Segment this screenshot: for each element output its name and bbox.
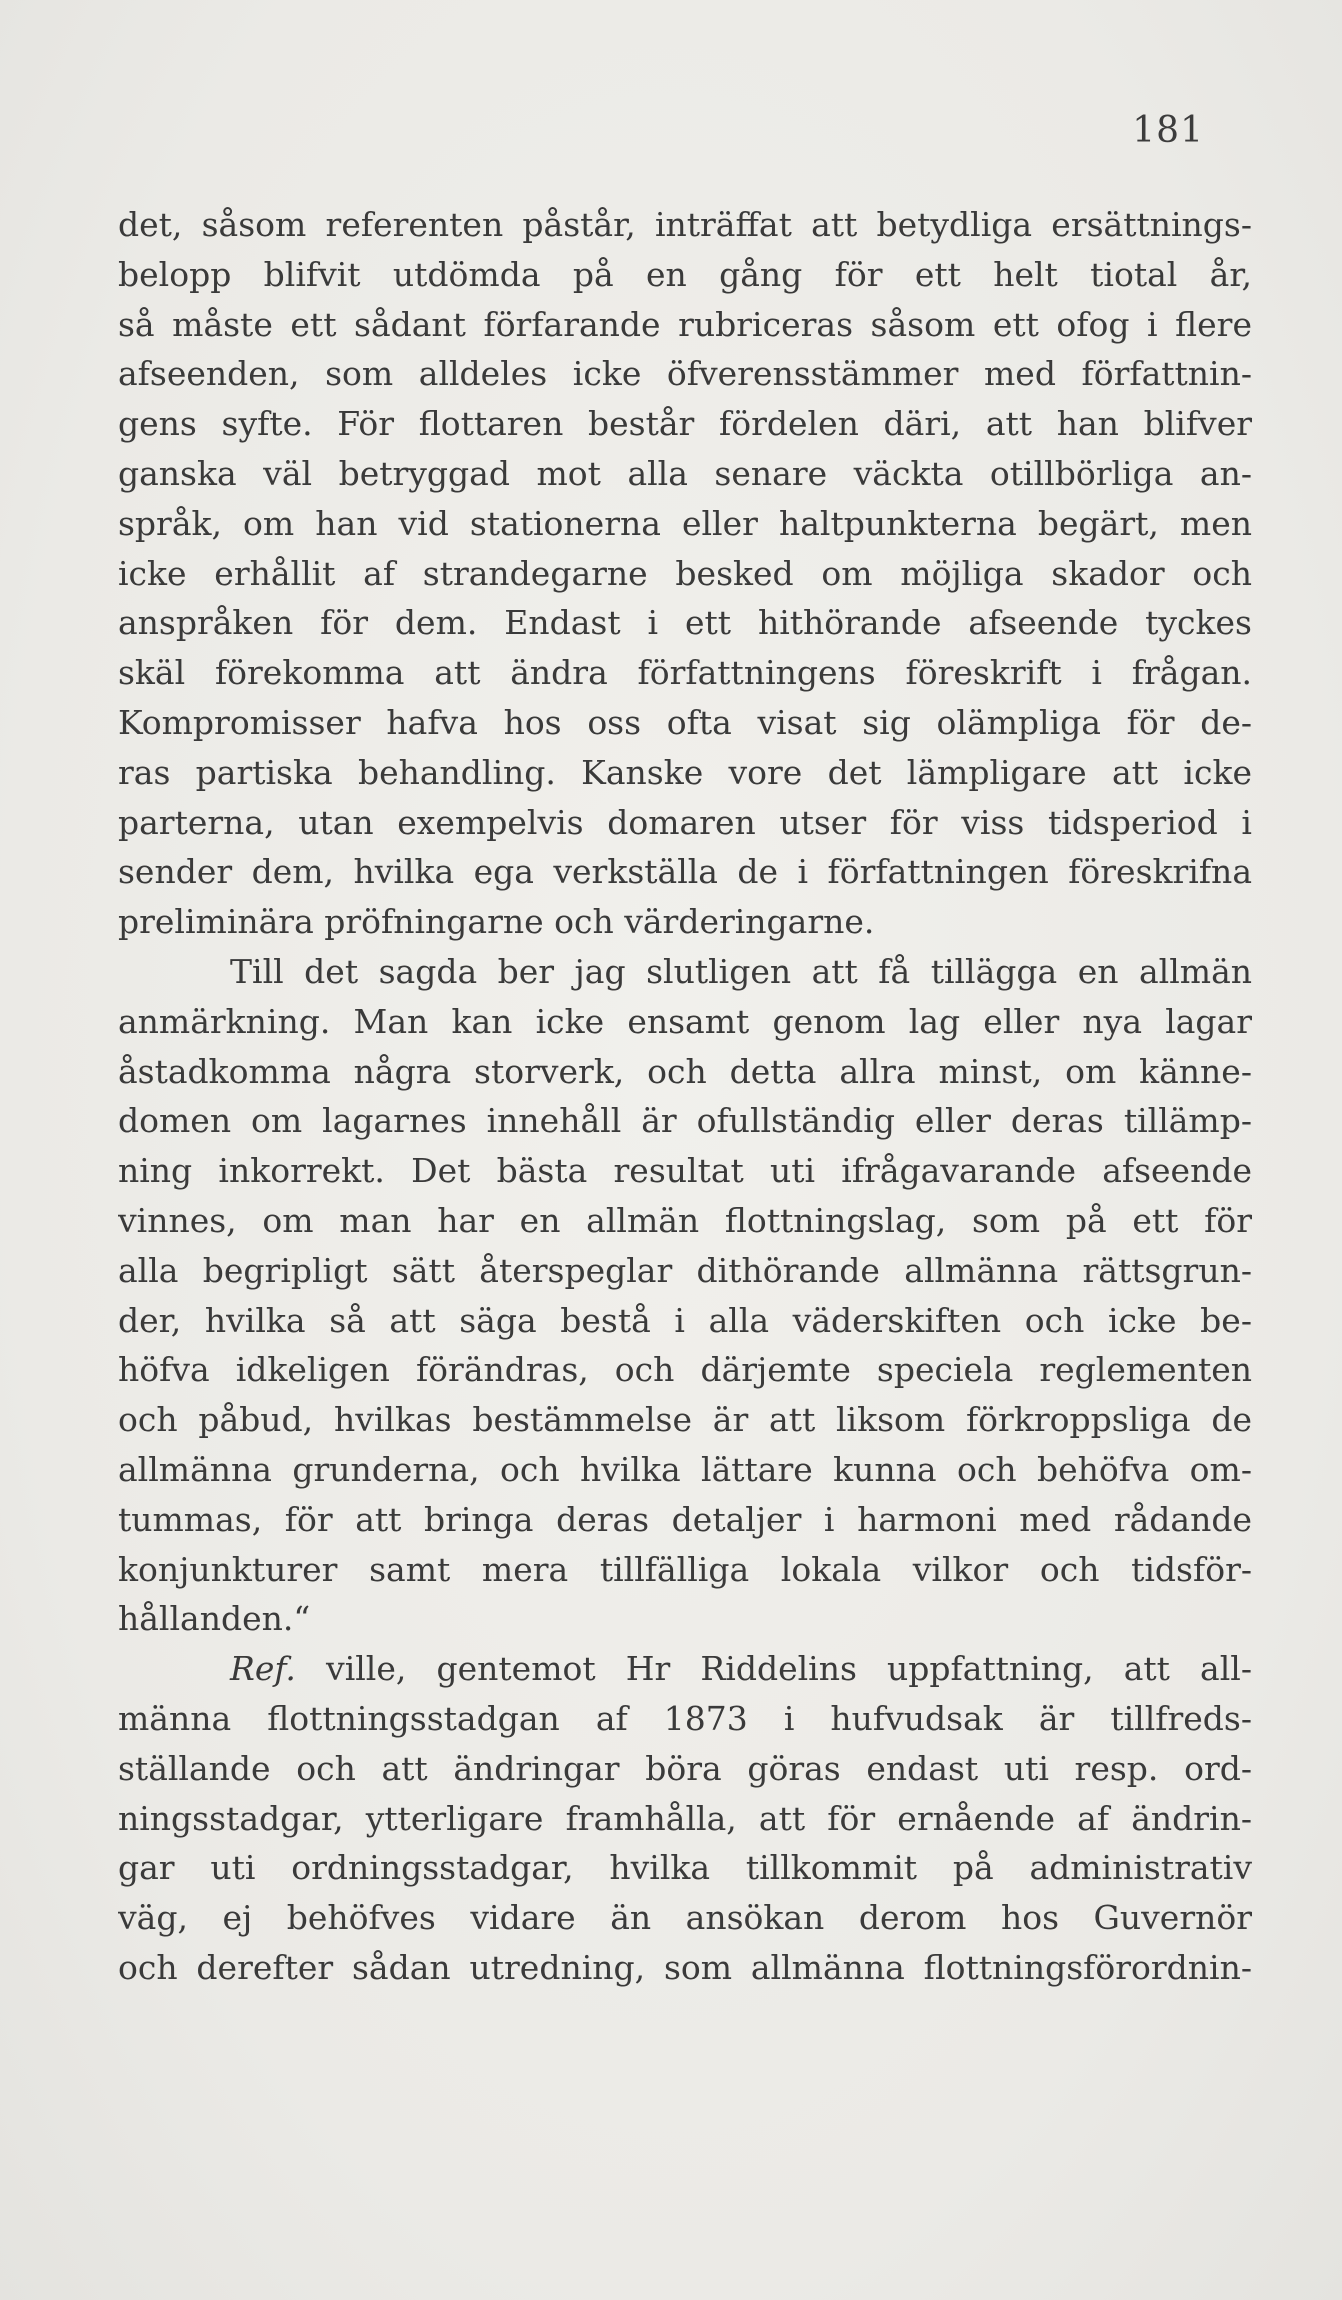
text-line: anmärkning. Man kan icke ensamt genom lag eller nya lagar [118, 1001, 1252, 1041]
text-line: afseenden, som alldeles icke öfverensstämmer med författnin- [118, 354, 1252, 394]
text-line: och påbud, hvilkas bestämmelse är att liksom förkroppsliga de [118, 1400, 1252, 1440]
page-number: 181 [1132, 110, 1204, 151]
text-line: det, såsom referenten påstår, inträffat att betydliga ersättnings- [118, 205, 1252, 244]
text-line: männa flottningsstadgan af 1873 i hufvudsak är tillfreds- [118, 1698, 1252, 1738]
text-line: parterna, utan exempelvis domaren utser för viss tidsperiod i [118, 802, 1252, 842]
text-line: ningsstadgar, ytterligare framhålla, att för ernående af ändrin- [118, 1798, 1252, 1838]
text-line: skäl förekomma att ändra författningens föreskrift i frågan. [118, 653, 1252, 693]
text-line: språk, om han vid stationerna eller haltpunkterna begärt, men [118, 503, 1252, 543]
text-line: domen om lagarnes innehåll är ofullständig eller deras tillämp- [118, 1101, 1252, 1141]
text-line: allmänna grunderna, och hvilka lättare kunna och behöfva om- [118, 1449, 1252, 1489]
text-line: Kompromisser hafva hos oss ofta visat sig olämpliga för de- [118, 702, 1252, 742]
text-line: anspråken för dem. Endast i ett hithörande afseende tyckes [118, 603, 1252, 643]
text-line: gens syfte. För flottaren består fördelen däri, att han blifver [118, 404, 1252, 444]
text-line: ganska väl betryggad mot alla senare väckta otillbörliga an- [118, 453, 1252, 493]
text-line: vinnes, om man har en allmän flottningslag, som på ett för [118, 1200, 1252, 1240]
text-line: ning inkorrekt. Det bästa resultat uti ifrågavarande afseende [118, 1151, 1252, 1191]
text-line-rest: ville, gentemot Hr Riddelins uppfattning, att all- [326, 1649, 1252, 1689]
text-line: alla begripligt sätt återspeglar dithörande allmänna rättsgrun- [118, 1250, 1252, 1290]
ref-abbreviation: Ref. [230, 1649, 296, 1689]
text-line: hållanden.“ [118, 1599, 311, 1639]
text-line: preliminära pröfningarne och värderingarne. [118, 902, 875, 942]
text-line: och derefter sådan utredning, som allmänna flottningsförordnin- [118, 1947, 1252, 1987]
text-line: belopp blifvit utdömda på en gång för ett helt tiotal år, [118, 254, 1252, 294]
text-line-ref [118, 1644, 1252, 1694]
text-line: konjunkturer samt mera tillfälliga lokala vilkor och tidsför- [118, 1549, 1252, 1589]
text-line: Till det sagda ber jag slutligen att få tillägga en allmän [230, 951, 1252, 991]
text-line: väg, ej behöfves vidare än ansökan derom hos Guvernör [118, 1898, 1252, 1938]
text-line: höfva idkeligen förändras, och därjemte speciela reglementen [118, 1350, 1252, 1390]
text-line: sender dem, hvilka ega verkställa de i författningen föreskrifna [118, 852, 1252, 892]
text-line: ställande och att ändringar böra göras endast uti resp. ord- [118, 1748, 1252, 1788]
text-line: ras partiska behandling. Kanske vore det lämpligare att icke [118, 752, 1252, 792]
body-text [118, 200, 1252, 1993]
text-line: tummas, för att bringa deras detaljer i harmoni med rådande [118, 1499, 1252, 1539]
text-line: icke erhållit af strandegarne besked om möjliga skador och [118, 553, 1252, 593]
text-line: der, hvilka så att säga bestå i alla väderskiften och icke be- [118, 1300, 1252, 1340]
text-line: gar uti ordningsstadgar, hvilka tillkommit på administrativ [118, 1848, 1252, 1888]
text-line: så måste ett sådant förfarande rubriceras såsom ett ofog i flere [118, 304, 1252, 344]
text-line: åstadkomma några storverk, och detta allra minst, om känne- [118, 1051, 1252, 1091]
